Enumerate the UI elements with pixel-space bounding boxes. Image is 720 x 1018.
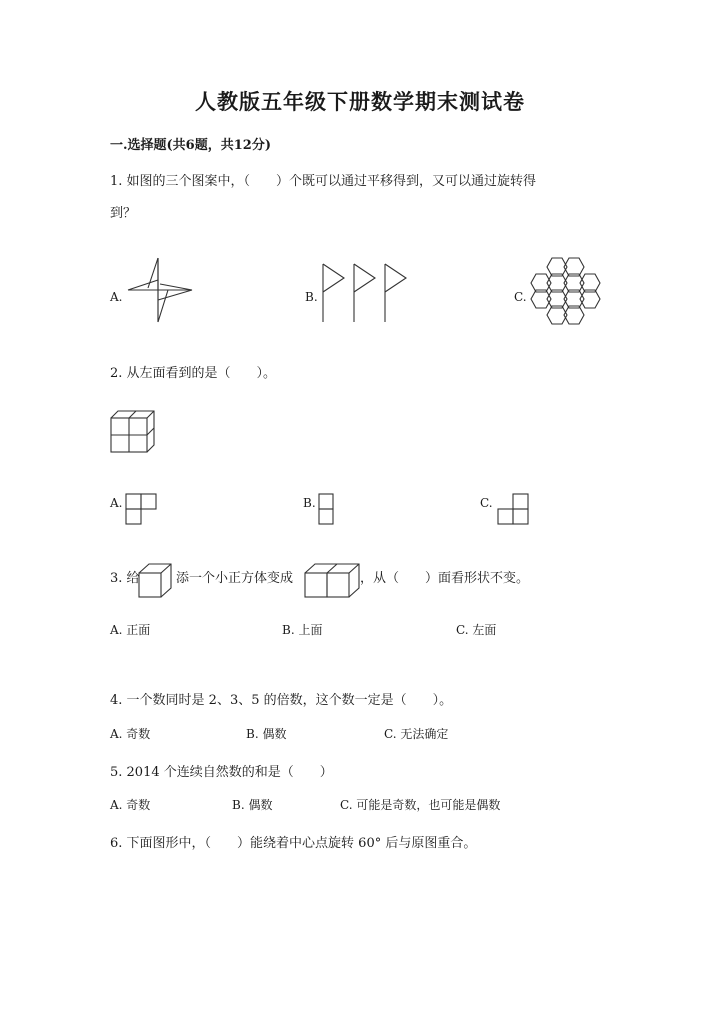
- question-5-stem: 5. 2014 个连续自然数的和是（ ）: [110, 765, 333, 780]
- q4-option-b[interactable]: B. 偶数: [246, 727, 287, 741]
- q2-option-c-label[interactable]: C.: [480, 496, 493, 510]
- single-cube-figure: [138, 563, 174, 599]
- q2-option-b-label[interactable]: B.: [303, 496, 316, 510]
- q4-option-c[interactable]: C. 无法确定: [384, 727, 449, 741]
- question-2-stem: 2. 从左面看到的是（ ）。: [110, 366, 277, 381]
- q1-option-a-label[interactable]: A.: [110, 290, 123, 304]
- pinwheel-figure: [120, 250, 200, 325]
- q1-option-b-label[interactable]: B.: [305, 290, 318, 304]
- question-6-stem: 6. 下面图形中，（ ）能绕着中心点旋转 60° 后与原图重合。: [110, 836, 477, 851]
- q1-option-c-label[interactable]: C.: [514, 290, 527, 304]
- question-3-stem-part3: ，从（ ）面看形状不变。: [360, 571, 530, 586]
- cube-stack-figure: [110, 410, 156, 454]
- q5-option-a[interactable]: A. 奇数: [110, 798, 151, 812]
- q2-option-a-figure: [125, 493, 157, 525]
- q2-option-c-figure: [497, 493, 529, 525]
- q5-option-b[interactable]: B. 偶数: [232, 798, 273, 812]
- section-header: 一.选择题(共6题，共12分): [110, 138, 271, 153]
- q4-option-a[interactable]: A. 奇数: [110, 727, 151, 741]
- q3-option-c[interactable]: C. 左面: [456, 623, 497, 637]
- q3-option-b[interactable]: B. 上面: [282, 623, 323, 637]
- page-title: 人教版五年级下册数学期末测试卷: [195, 89, 525, 114]
- question-1-line1: 1. 如图的三个图案中，（ ）个既可以通过平移得到，又可以通过旋转得: [110, 174, 537, 189]
- hexagon-cluster-figure: [528, 256, 604, 324]
- question-3-stem-part1: 3. 给: [110, 571, 140, 586]
- question-3-stem-part2: 添一个小正方体变成: [176, 571, 294, 586]
- q5-option-c[interactable]: C. 可能是奇数，也可能是偶数: [340, 798, 501, 812]
- q3-option-a[interactable]: A. 正面: [110, 623, 151, 637]
- q2-option-b-figure: [318, 493, 334, 525]
- two-cubes-figure: [304, 563, 358, 599]
- three-flags-figure: [318, 262, 418, 324]
- question-1-line2: 到？: [110, 206, 137, 221]
- question-4-stem: 4. 一个数同时是 2、3、5 的倍数，这个数一定是（ ）。: [110, 693, 453, 708]
- q2-option-a-label[interactable]: A.: [110, 496, 123, 510]
